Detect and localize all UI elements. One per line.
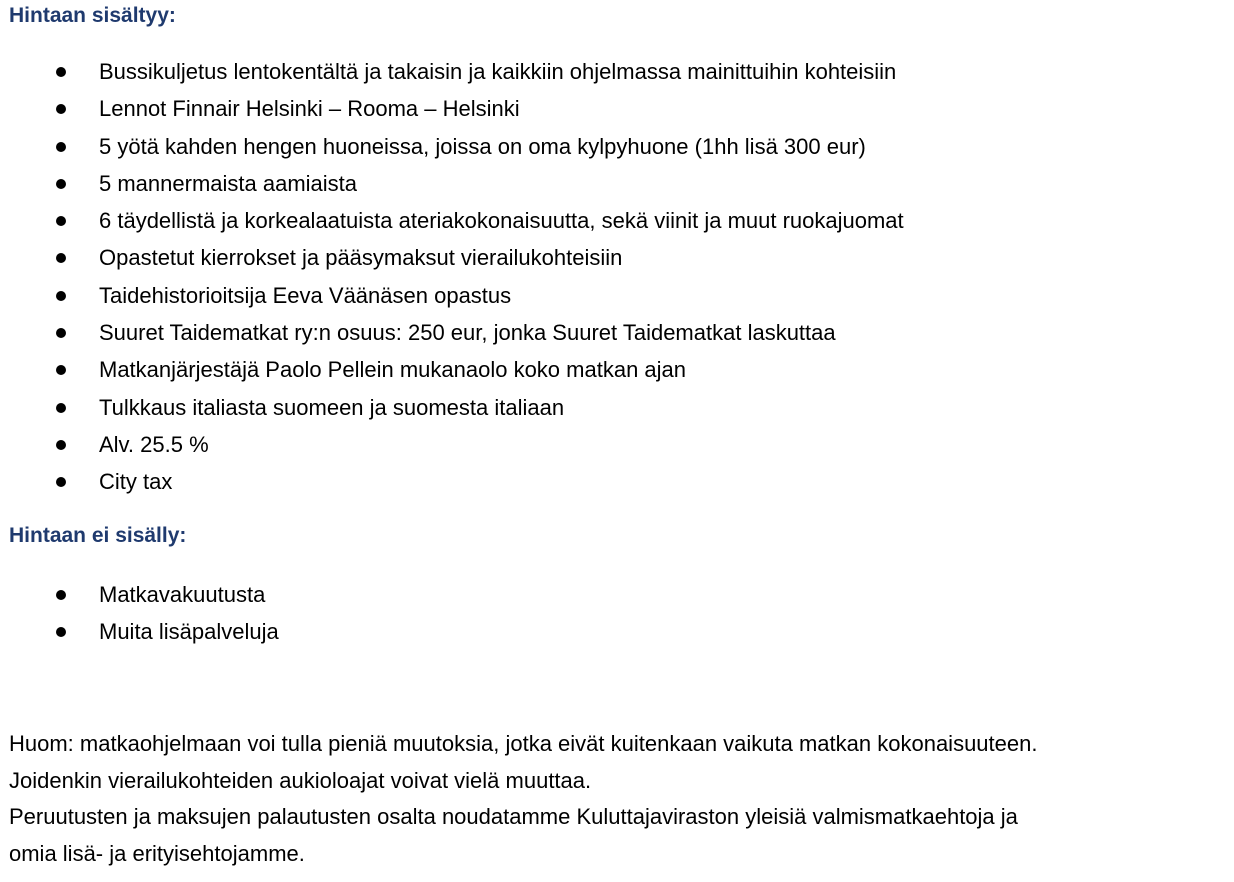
note-paragraph — [9, 726, 1224, 872]
bullet-icon — [56, 291, 66, 301]
list-item-text: Alv. 25.5 % — [99, 431, 209, 457]
bullet-icon — [56, 104, 66, 114]
list-item-text: Suuret Taidematkat ry:n osuus: 250 eur, jonka Suuret Taidematkat laskuttaa — [99, 320, 836, 346]
list-item-text: City tax — [99, 469, 173, 495]
note-line: Peruutusten ja maksujen palautusten osalta noudatamme Kuluttajaviraston yleisiä valmismatkaehtoja ja — [9, 804, 1018, 829]
bullet-icon — [56, 477, 66, 487]
list-item-text: Opastetut kierrokset ja pääsymaksut vierailukohteisiin — [99, 245, 623, 271]
bullet-icon — [56, 67, 66, 77]
list-item-text: Taidehistorioitsija Eeva Väänäsen opastus — [99, 282, 512, 308]
list-item-text: 5 yötä kahden hengen huoneissa, joissa on oma kylpyhuone (1hh lisä 300 eur) — [99, 133, 866, 159]
bullet-icon — [56, 403, 66, 413]
note-line: Huom: matkaohjelmaan voi tulla pieniä muutoksia, jotka eivät kuitenkaan vaikuta matkan kokonaisuuteen. — [9, 731, 1038, 756]
bullet-icon — [56, 590, 66, 600]
included-heading: Hintaan sisältyy: — [9, 4, 176, 27]
note-line: omia lisä- ja erityisehtojamme. — [9, 840, 305, 866]
bullet-icon — [56, 253, 66, 263]
list-item-text: Tulkkaus italiasta suomeen ja suomesta italiaan — [99, 394, 565, 420]
list-item-text: Bussikuljetus lentokentältä ja takaisin ja kaikkiin ohjelmassa mainittuihin kohteisiin — [99, 59, 897, 84]
list-item-text: Muita lisäpalveluja — [99, 619, 279, 645]
bullet-icon — [56, 440, 66, 450]
bullet-icon — [56, 365, 66, 375]
list-item-text: Lennot Finnair Helsinki – Rooma – Helsinki — [99, 96, 520, 122]
list-item-text: 5 mannermaista aamiaista — [99, 170, 358, 196]
list-item-text: 6 täydellistä ja korkealaatuista ateriakokonaisuutta, sekä viinit ja muut ruokajuomat — [99, 208, 904, 234]
list-item-text: Matkanjärjestäjä Paolo Pellein mukanaolo koko matkan ajan — [99, 357, 687, 383]
bullet-icon — [56, 328, 66, 338]
bullet-icon — [56, 216, 66, 226]
note-line: Joidenkin vierailukohteiden aukioloajat voivat vielä muuttaa. — [9, 767, 592, 793]
bullet-icon — [56, 142, 66, 152]
list-item-text: Matkavakuutusta — [99, 582, 266, 607]
bullet-icon — [56, 179, 66, 189]
bullet-icon — [56, 627, 66, 637]
excluded-heading: Hintaan ei sisälly: — [9, 524, 187, 547]
